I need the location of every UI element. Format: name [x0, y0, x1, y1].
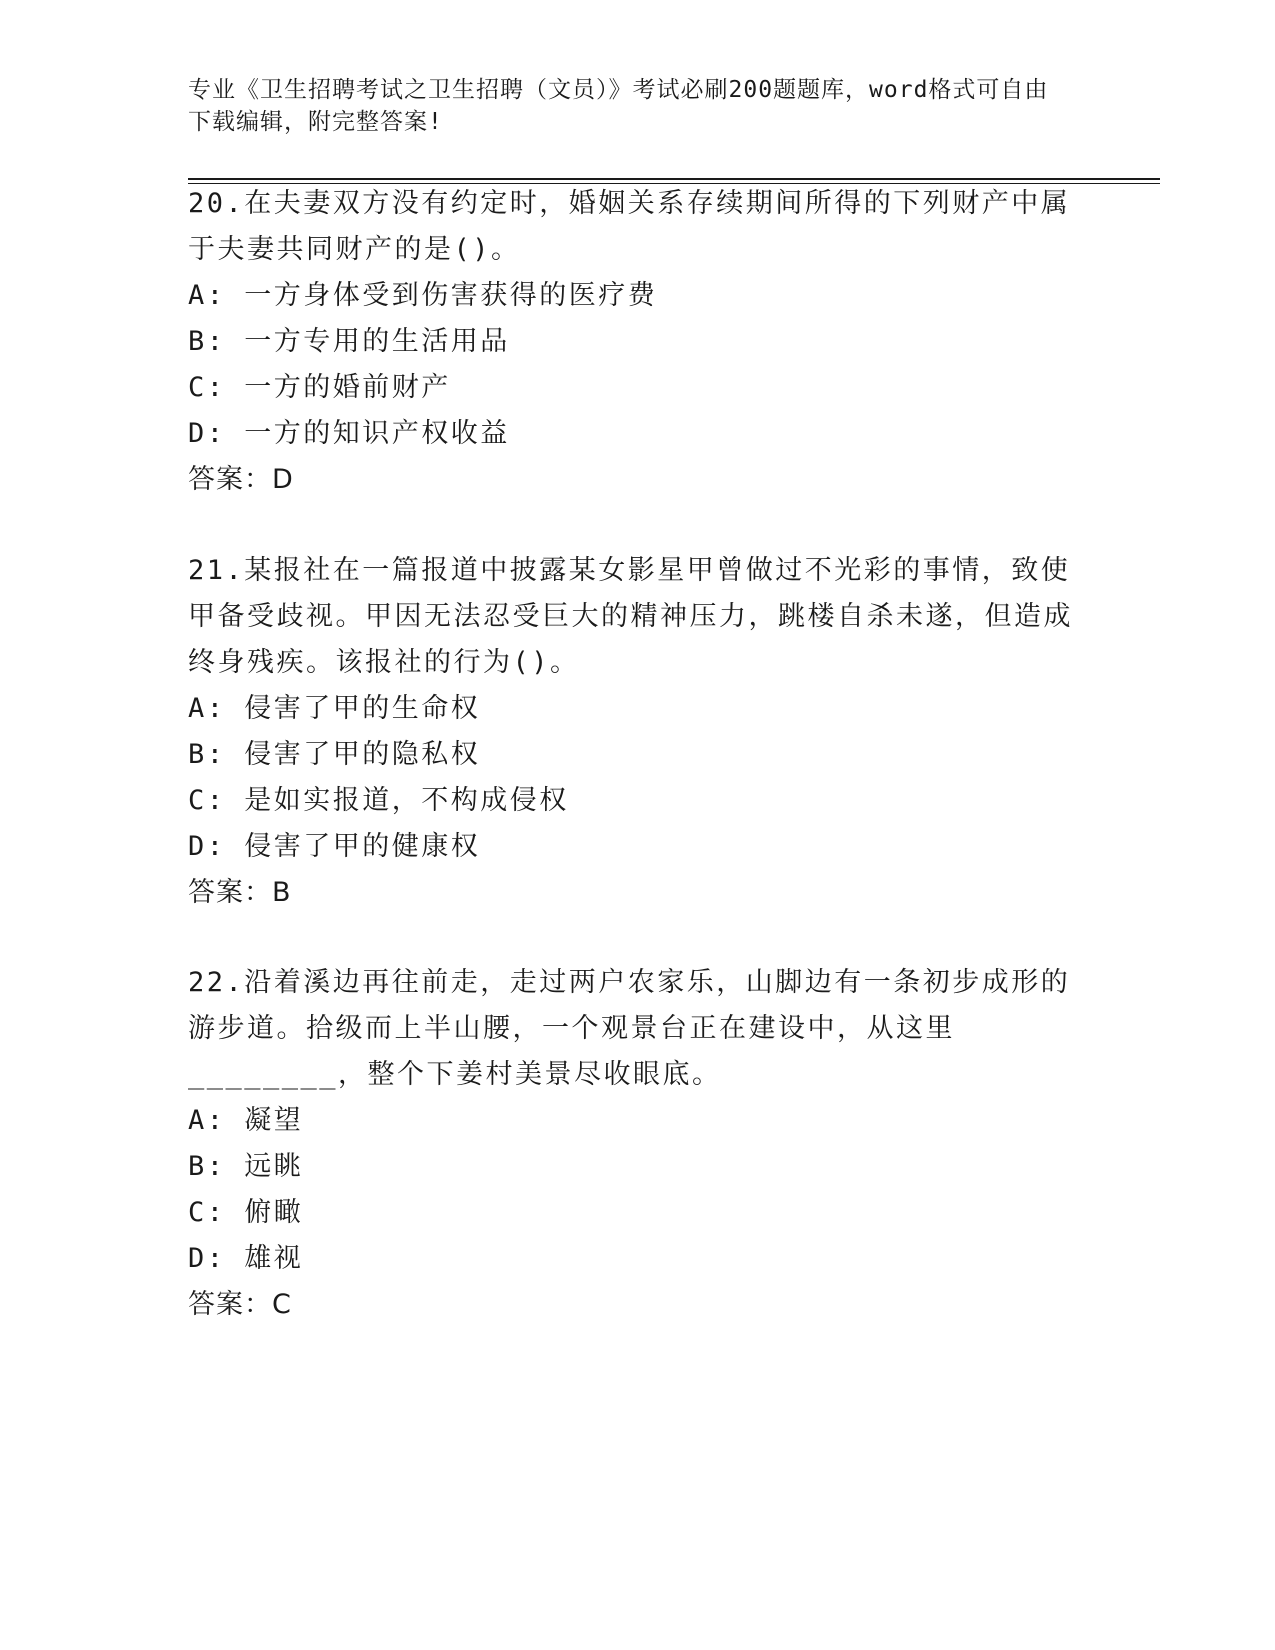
option-a: A: 侵害了甲的生命权	[188, 693, 481, 724]
question-stem: 22.沿着溪边再往前走，走过两户农家乐，山脚边有一条初步成形的游步道。拾级而上半山腰，一个观景台正在建设中，从这里________，整个下姜村美景尽收眼底。	[188, 967, 1071, 1090]
option-a: A: 一方身体受到伤害获得的医疗费	[188, 280, 658, 311]
question-20	[188, 181, 1088, 503]
question-stem: 21.某报社在一篇报道中披露某女影星甲曾做过不光彩的事情，致使甲备受歧视。甲因无法忍受巨大的精神压力，跳楼自杀未遂，但造成终身残疾。该报社的行为()。	[188, 555, 1073, 678]
option-b: B: 侵害了甲的隐私权	[188, 739, 481, 770]
option-d: D: 一方的知识产权收益	[188, 418, 510, 449]
option-c: C: 是如实报道，不构成侵权	[188, 785, 569, 816]
question-stem: 20.在夫妻双方没有约定时，婚姻关系存续期间所得的下列财产中属于夫妻共同财产的是()。	[188, 188, 1071, 265]
option-d: D: 侵害了甲的健康权	[188, 831, 481, 862]
option-d: D: 雄视	[188, 1243, 304, 1274]
answer: 答案：C	[188, 1289, 292, 1320]
option-b: B: 一方专用的生活用品	[188, 326, 510, 357]
answer: 答案：D	[188, 464, 294, 495]
option-a: A: 凝望	[188, 1105, 304, 1136]
answer: 答案：B	[188, 877, 292, 908]
document-header: 专业《卫生招聘考试之卫生招聘（文员）》考试必刷200题题库，word格式可自由下载编辑，附完整答案!	[188, 77, 1049, 135]
header-divider-thick	[188, 178, 1160, 180]
option-c: C: 俯瞰	[188, 1197, 304, 1228]
question-22	[188, 960, 1088, 1328]
option-c: C: 一方的婚前财产	[188, 372, 451, 403]
question-21	[188, 548, 1088, 916]
option-b: B: 远眺	[188, 1151, 304, 1182]
